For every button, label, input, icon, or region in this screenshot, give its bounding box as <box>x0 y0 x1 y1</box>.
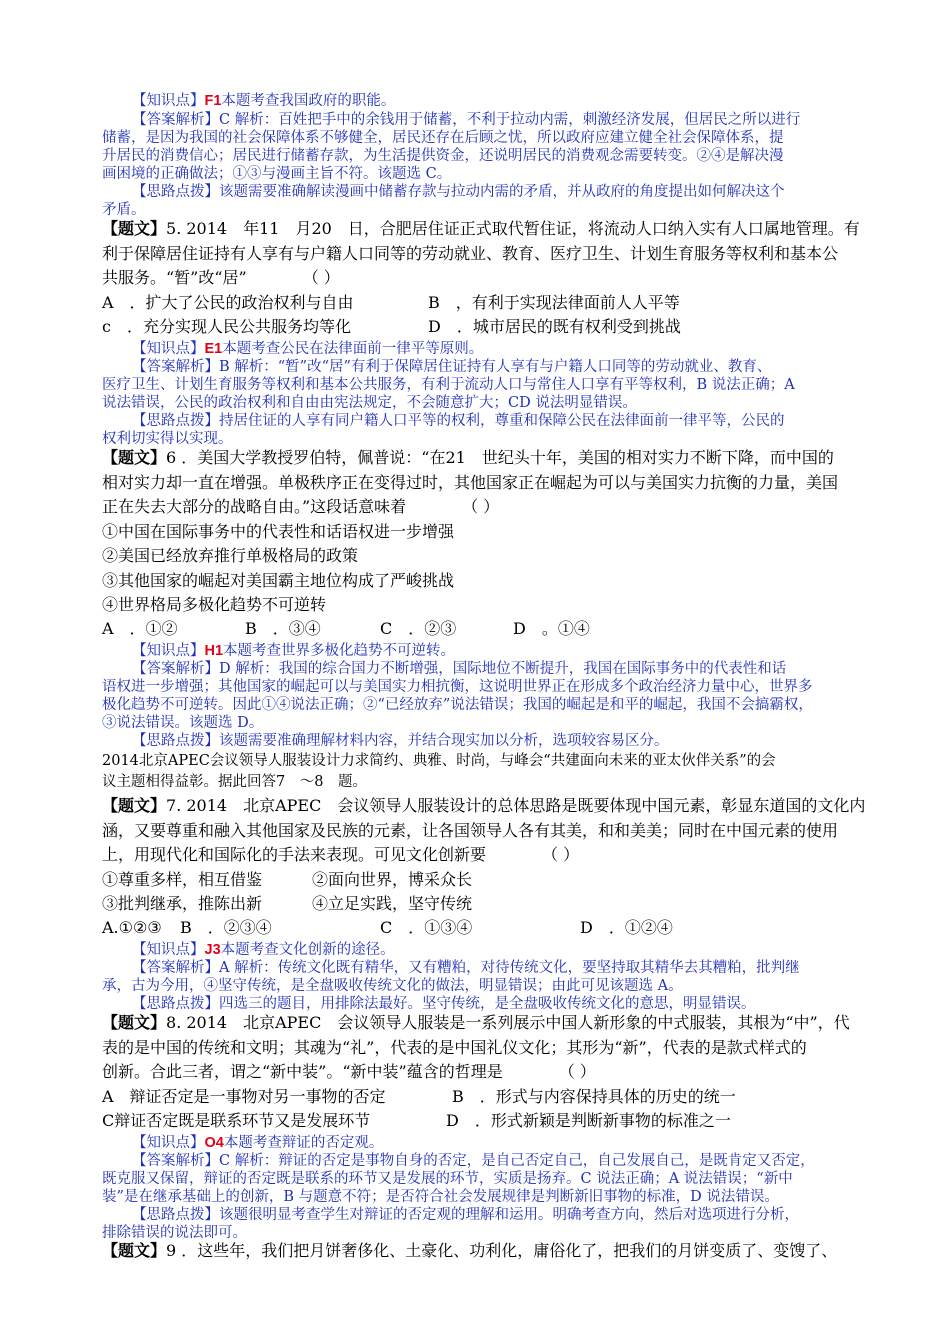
knowledge-point-line: 【知识点】O4本题考查辩证的否定观。 <box>132 1135 384 1151</box>
question-text-line: 共服务。“暂”改“居” （ ） <box>102 268 340 287</box>
option-d: D ．城市居民的既有权利受到挑战 <box>428 317 681 336</box>
thinking-tip-line: 排除错误的说法即可。 <box>102 1225 247 1241</box>
option-row <box>102 293 354 313</box>
question-text-line: 利于保障居住证持有人享有与户籍人口同等的劳动就业、教育、医疗卫生、计划生育服务等权利和基本公 <box>102 244 839 263</box>
statement-2: ②美国已经放弃推行单极格局的政策 <box>102 546 359 565</box>
knowledge-point-line: 【知识点】F1本题考查我国政府的职能。 <box>132 93 396 109</box>
option-d: D ．①②④ <box>580 918 673 937</box>
answer-analysis-line: 【答案解析】C 解析：辩证的否定是事物自身的否定，是自己否定自己，自己发展自己，是既肯定又否定， <box>132 1153 815 1169</box>
thinking-tip-line: 权利切实得以实现。 <box>102 431 233 447</box>
statement-4: ④世界格局多极化趋势不可逆转 <box>102 595 327 614</box>
analysis-text-line: 说法错误，公民的政治权利和自由由宪法规定，不会随意扩大；CD 说法明显错误。 <box>102 395 637 411</box>
thinking-tip-line: 【思路点拨】该题需要准确理解材料内容，并结合现实加以分析，选项较容易区分。 <box>132 733 669 749</box>
statement-3: ③其他国家的崛起对美国霸主地位构成了严峻挑战 <box>102 571 455 590</box>
analysis-text-line: 储蓄，是因为我国的社会保障体系不够健全，居民还存在后顾之忧，所以政府应建立健全社会保障体系，提 <box>102 130 784 146</box>
statement-4: ④立足实践，坚守传统 <box>312 894 473 913</box>
shared-material-line: 议主题相得益彰。据此回答7 ～8 题。 <box>102 774 367 790</box>
option-c: C ．①③④ <box>380 918 473 937</box>
analysis-text-line: 极化趋势不可逆转。因此①④说法正确；②“已经放弃”说法错误；我国的崛起是和平的崛起，我国不会搞霸权， <box>102 697 813 713</box>
question-6-stem: 【题文】6 ．美国大学教授罗伯特，佩普说：“在21 世纪头十年，美国的相对实力不断下降，而中国的 <box>102 448 834 467</box>
answer-analysis-line: 【答案解析】D 解析：我国的综合国力不断增强，国际地位不断提升，我国在国际事务中的代表性和话 <box>132 661 787 677</box>
question-9-stem: 【题文】9 ．这些年，我们把月饼奢侈化、土豪化、功利化，庸俗化了，把我们的月饼变质了、变馊了、 <box>102 1241 838 1260</box>
question-text-line: 表的是中国的传统和文明；其魂为“礼”，代表的是中国礼仪文化；其形为“新”，代表的是款式样式的 <box>102 1038 807 1057</box>
thinking-tip-line: 矛盾。 <box>102 202 146 218</box>
question-text-line: 上，用现代化和国际化的手法来表现。可见文化创新要 （ ） <box>102 845 580 864</box>
option-d: D 。①④ <box>513 619 590 638</box>
option-a: A ．扩大了公民的政治权利与自由 <box>102 293 354 312</box>
knowledge-point-line: 【知识点】E1本题考查公民在法律面前一律平等原则。 <box>132 341 484 357</box>
question-text-line: 正在失去大部分的战略自由。”这段话意味着 （ ） <box>102 497 500 516</box>
question-7-stem: 【题文】7. 2014 北京APEC 会议领导人服装设计的总体思路是既要体现中国元素，彰显东道国的文化内 <box>102 796 866 815</box>
thinking-tip-line: 【思路点拨】该题很明显考查学生对辩证的否定观的理解和运用。明确考查方向，然后对选项进行分析， <box>132 1207 799 1223</box>
question-8-stem: 【题文】8. 2014 北京APEC 会议领导人服装是一系列展示中国人新形象的中式服装，其根为“中”，代 <box>102 1013 850 1032</box>
option-b: B ．形式与内容保持具体的历史的统一 <box>452 1087 736 1106</box>
answer-analysis-line: 【答案解析】A 解析：传统文化既有精华，又有糟粕，对待传统文化，要坚持取其精华去其糟粕，批判继 <box>132 960 800 976</box>
analysis-text-line: 语权进一步增强；其他国家的崛起可以与美国实力相抗衡，这说明世界正在形成多个政治经济力量中心，世界多 <box>102 679 813 695</box>
question-text-line: 相对实力却一直在增强。单极秩序正在变得过时，其他国家正在崛起为可以与美国实力抗衡的力量，美国 <box>102 473 839 492</box>
statement-1: ①中国在国际事务中的代表性和话语权进一步增强 <box>102 522 455 541</box>
option-d: D ．形式新颖是判断新事物的标准之一 <box>446 1111 731 1130</box>
option-a: A ．①② <box>102 619 178 638</box>
analysis-text-line: 装”是在继承基础上的创新，B 与题意不符；是否符合社会发展规律是判断新旧事物的标准，D 说法错误。 <box>102 1189 779 1205</box>
knowledge-point-line: 【知识点】H1本题考查世界多极化趋势不可逆转。 <box>132 643 456 659</box>
thinking-tip-line: 【思路点拨】该题需要准确解读漫画中储蓄存款与拉动内需的矛盾，并从政府的角度提出如何解决这个 <box>132 184 785 200</box>
statement-3: ③批判继承，推陈出新 <box>102 894 263 913</box>
analysis-text-line: ③说法错误。该题选 D。 <box>102 715 264 731</box>
answer-analysis-line: 【答案解析】B 解析：“暂”改“居”有利于保障居住证持有人享有与户籍人口同等的劳动就业、教育、 <box>132 359 772 375</box>
analysis-text-line: 医疗卫生、计划生育服务等权利和基本公共服务，有利于流动人口与常住人口享有平等权利，B 说法正确；A <box>102 377 795 393</box>
answer-analysis-line: 【答案解析】C 解析：百姓把手中的余钱用于储蓄，不利于拉动内需，刺激经济发展，但居民之所以进行 <box>132 112 801 128</box>
question-text-line: 涵，又要尊重和融入其他国家及民族的元素，让各国领导人各有其美，和和美美；同时在中国元素的使用 <box>102 821 839 840</box>
option-b: B ，有利于实现法律面前人人平等 <box>428 293 680 312</box>
option-a: A 辩证否定是一事物对另一事物的否定 <box>102 1087 386 1106</box>
analysis-text-line: 画困境的正确做法；①③与漫画主旨不符。该题选 C。 <box>102 166 452 182</box>
option-b: B ．③④ <box>245 619 321 638</box>
thinking-tip-line: 【思路点拨】持居住证的人享有同户籍人口平等的权利，尊重和保障公民在法律面前一律平等，公民的 <box>132 413 785 429</box>
option-b: B ．②③④ <box>180 918 272 937</box>
analysis-text-line: 既克服又保留，辩证的否定既是联系的环节又是发展的环节，实质是扬弃。C 说法正确；A 说法错误；“新中 <box>102 1171 793 1187</box>
statement-2: ②面向世界，博采众长 <box>312 870 473 889</box>
option-c: c ．充分实现人民公共服务均等化 <box>102 317 351 336</box>
knowledge-point-line: 【知识点】J3本题考查文化创新的途径。 <box>132 942 395 958</box>
thinking-tip-line: 【思路点拨】四选三的题目，用排除法最好。坚守传统，是全盘吸收传统文化的意思，明显错误。 <box>132 996 756 1012</box>
option-c: C辩证否定既是联系环节又是发展环节 <box>102 1111 371 1130</box>
shared-material-line: 2014北京APEC会议领导人服装设计力求简约、典雅、时尚，与峰会“共建面向未来的亚太伙伴关系”的会 <box>102 753 776 769</box>
option-c: C ．②③ <box>380 619 457 638</box>
analysis-text-line: 承，古为今用，④坚守传统，是全盘吸收传统文化的做法，明显错误；由此可见该题选 A。 <box>102 978 683 994</box>
question-5-stem: 【题文】5. 2014 年11 月20 日，合肥居住证正式取代暂住证，将流动人口纳入实有人口属地管理。有 <box>102 219 860 238</box>
question-text-line: 创新。合此三者，谓之“新中装”。“新中装”蕴含的哲理是 （ ） <box>102 1062 596 1081</box>
option-a: A.①②③ <box>102 918 162 937</box>
statement-1: ①尊重多样，相互借鉴 <box>102 870 263 889</box>
analysis-text-line: 升居民的消费信心；居民进行储蓄存款，为生活提供资金，还说明居民的消费观念需要转变。②④是解决漫 <box>102 148 784 164</box>
